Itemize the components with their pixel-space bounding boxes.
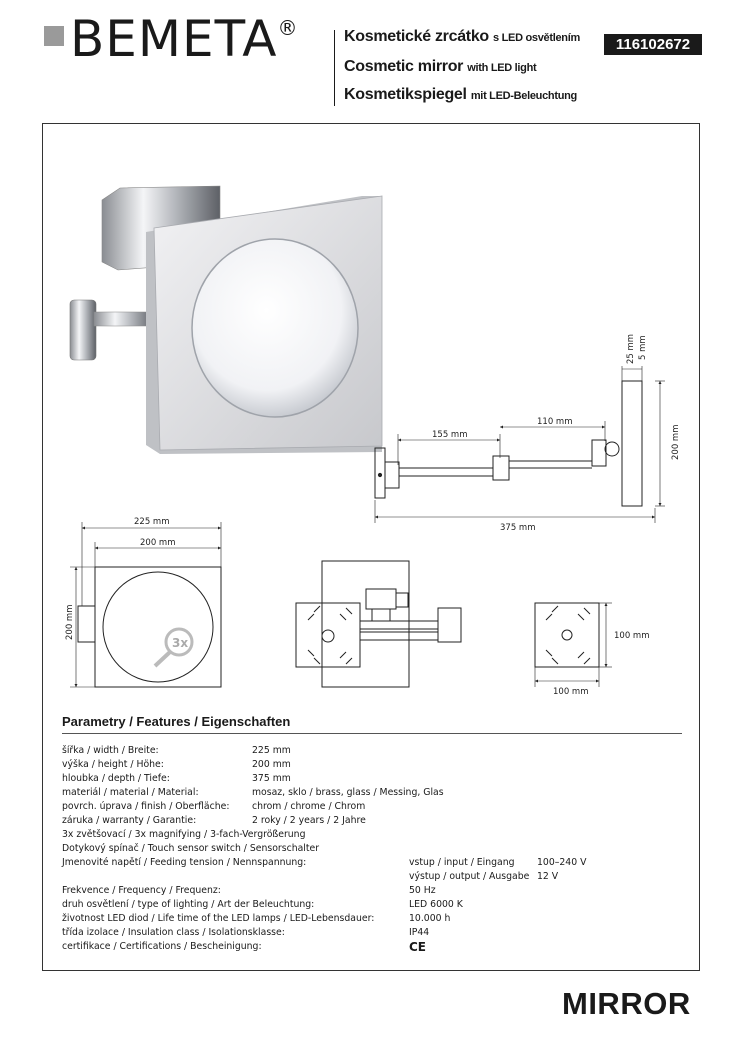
spec-value-finish: chrom / chrome / Chrom [252, 801, 366, 812]
spec-value-warranty: 2 roky / 2 years / 2 Jahre [252, 815, 366, 826]
dim-375: 375 mm [500, 523, 536, 533]
spec-label-material: materiál / material / Material: [62, 787, 199, 798]
features-title: Parametry / Features / Eigenschaften [62, 714, 291, 729]
side-view-drawing [375, 381, 642, 506]
spec-label-lifetime: životnost LED diod / Life time of the LED lamps / LED-Lebensdauer: [62, 913, 375, 924]
dim-110: 110 mm [537, 417, 573, 427]
spec-input-value: 100–240 V [537, 857, 587, 868]
front-view-drawing [78, 567, 221, 687]
spec-label-warranty: záruka / warranty / Garantie: [62, 815, 197, 826]
spec-label-height: výška / height / Höhe: [62, 759, 164, 770]
dim-200-front: 200 mm [140, 538, 176, 548]
brand-logo: BEMETA® [70, 10, 299, 68]
spec-output-label: výstup / output / Ausgabe [409, 871, 530, 882]
features-values-a [252, 744, 444, 828]
title-cz: Kosmetické zrcátko s LED osvětlením [344, 28, 580, 45]
spec-value-material: mosaz, sklo / brass, glass / Messing, Glas [252, 787, 444, 798]
dim-200-height: 200 mm [65, 604, 75, 640]
footer-category: MIRROR [562, 986, 691, 1021]
spec-output-value: 12 V [537, 871, 559, 882]
spec-label-frequency: Frekvence / Frequency / Frequenz: [62, 885, 221, 896]
product-photo [70, 186, 382, 454]
spec-label-lighting: druh osvětlení / type of lighting / Art der Beleuchtung: [62, 899, 315, 910]
spec-value-depth: 375 mm [252, 773, 291, 784]
features-values-b [409, 856, 529, 954]
title-de: Kosmetikspiegel mit LED-Beleuchtung [344, 86, 577, 103]
ce-mark-icon: CE [409, 940, 427, 954]
spec-value-lifetime: 10.000 h [409, 913, 451, 924]
spec-value-width: 225 mm [252, 745, 291, 756]
dim-5: 5 mm [638, 335, 648, 360]
dim-100-height: 100 mm [614, 631, 650, 641]
spec-input-label: vstup / input / Eingang [409, 857, 515, 868]
spec-line-magnifying: 3x zvětšovací / 3x magnifying / 3-fach-Vergrößerung [62, 829, 306, 840]
dim-25: 25 mm [626, 333, 636, 364]
features-values-voltage [537, 856, 586, 884]
dim-155: 155 mm [432, 430, 468, 440]
spec-label-finish: povrch. úprava / finish / Oberfläche: [62, 801, 230, 812]
spec-value-lighting: LED 6000 K [409, 899, 463, 910]
back-view-drawing [535, 603, 599, 667]
spec-label-width: šířka / width / Breite: [62, 745, 159, 756]
spec-label-cert: certifikace / Certifications / Bescheinigung: [62, 941, 262, 952]
dim-200-side: 200 mm [671, 424, 681, 460]
top-view-led-marks [308, 606, 352, 664]
spec-label-depth: hloubka / depth / Tiefe: [62, 773, 170, 784]
top-view-drawing [296, 561, 461, 687]
magnify-label: 3x [172, 636, 189, 650]
features-rule [62, 733, 682, 734]
dim-100-width: 100 mm [553, 687, 589, 697]
dim-225: 225 mm [134, 517, 170, 527]
spec-value-height: 200 mm [252, 759, 291, 770]
title-en: Cosmetic mirror with LED light [344, 58, 537, 75]
spec-label-insulation: třída izolace / Insulation class / Isolationsklasse: [62, 927, 285, 938]
spec-value-frequency: 50 Hz [409, 885, 436, 896]
spec-value-insulation: IP44 [409, 927, 430, 938]
spec-label-voltage: Jmenovité napětí / Feeding tension / Nennspannung: [62, 857, 307, 868]
back-view-dimensions [535, 603, 612, 687]
product-code: 116102672 [604, 34, 702, 55]
spec-line-sensor: Dotykový spínač / Touch sensor switch / Sensorschalter [62, 843, 320, 854]
